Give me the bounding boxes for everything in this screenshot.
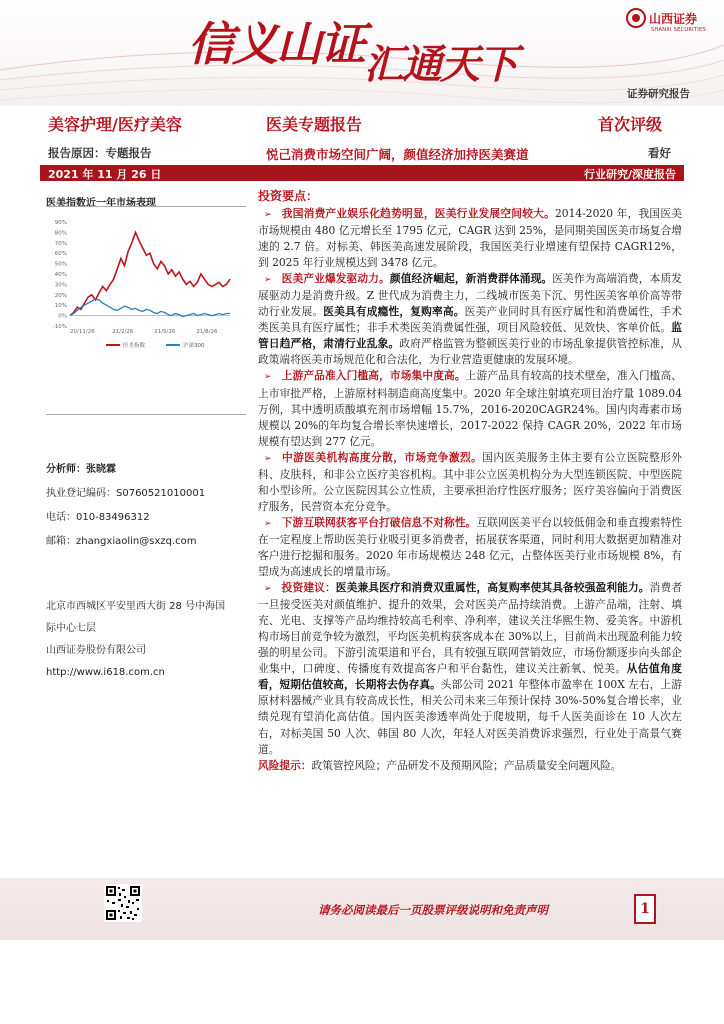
arrow-bullet-icon: ➢: [264, 453, 272, 464]
point-lead: 我国消费产业娱乐化趋势明显，医美行业发展空间较大。: [281, 207, 555, 220]
email-value[interactable]: zhangxiaolin@sxzq.com: [76, 536, 197, 547]
rating-label: 首次评级: [598, 115, 663, 134]
qr-code-icon: [104, 884, 142, 922]
arrow-bullet-icon: ➢: [264, 372, 272, 383]
company-logo: [626, 8, 697, 28]
point-text: 消费者一旦接受医美对颜值维护、提升的效果，会对医美产品持续消费。上游产品端，注射、填充、光电、支撑等产品均维持较高毛利率、净利率，建议关注华熙生物、爱美客。中游机构市场目前竞争较为激烈，平均医美机构获客成本在 30%以上，目前尚未出现盈利能力较强的明星公司。下游引流渠道和平台，具有较强互联网营销效应，市场份额逐步向头部企业集中，口碑度、传播度有效提高客户和平台黏性，建议关注新氧、悦美。: [258, 581, 682, 676]
index-performance-chart: [46, 210, 246, 360]
report-date: 2021 年 11 月 26 日: [48, 168, 162, 181]
risk-label: 风险提示：: [258, 758, 312, 772]
address-line-1: 北京市西城区平安里西大街 28 号中海国: [46, 601, 226, 612]
point-text: 2014-2020 年，我国医美市场规模由 480 亿元增长至 1795 亿元，CAGR 达到 25%，是同期美国医美市场复合增速的 2.7 倍。对标美、韩医美高速发展阶段，我国医美行业增速有望保持 CAGR12%，到 2025 年行业规模达到 3478 亿元。: [258, 207, 682, 270]
company-website-link[interactable]: http://www.i618.com.cn: [46, 667, 165, 678]
logo-mark-icon: [626, 8, 646, 28]
report-reason: 报告原因：专题报告: [48, 146, 152, 160]
arrow-bullet-icon: ➢: [264, 584, 272, 595]
title-row: [0, 112, 724, 138]
point-text: 国内医美服务主体主要有公立医院整形外科、皮肤科，和非公立医疗美容机构。其中非公立医美机构分为大型连锁医院、中型医院和小型诊所。公立医院因其公立性质，主要承担治疗性医疗服务；医疗美容偏向于消费医疗服务，民营资本充分竞争。: [258, 450, 682, 513]
y-tick-label: 20%: [54, 292, 67, 299]
point-lead: 中游医美机构高度分散，市场竞争激烈。: [281, 450, 483, 464]
rating-view: 看好: [648, 146, 671, 160]
point-text: 医美产业同时具有医疗属性和消费属性，手术类医美具有医疗属性；非手术类医美消费属性强，项目风险较低、见效快、客单价低。: [258, 305, 682, 335]
investment-points: [258, 206, 682, 774]
point-lead: 下游互联网获客平台打破信息不对称性。: [281, 515, 477, 529]
y-tick-label: 70%: [54, 240, 67, 247]
series-line-0: [70, 232, 230, 315]
series-line-1: [70, 299, 230, 317]
point-text: 互联网医美平台以较低佣金和垂直搜索特性在一定程度上帮助医美行业吸引更多消费者，拓展获客渠道，同时利用大数据更加精准对客户进行挖掘和服务。2020 年市场规模达 248 亿元，占整体医美行业市场规模 8%，有望成为高速成长的增量市场。: [258, 515, 682, 579]
point-text: 政府严格监管为整顿医美行业的市场乱象提供管控标准，从政策端将医美市场规范化和合法化，为行业营造更健康的发展环境。: [258, 337, 682, 367]
point-lead: 投资建议：: [281, 581, 336, 595]
section-title: 投资要点：: [258, 189, 319, 203]
report-class: 行业研究/深度报告: [583, 168, 676, 181]
risk-paragraph: [258, 758, 682, 774]
point-paragraph: [258, 206, 682, 271]
point-lead: 医美产业爆发驱动力。: [281, 272, 390, 286]
y-tick-label: 10%: [54, 303, 67, 310]
legend-label: 医美指数: [123, 343, 146, 349]
y-tick-label: 90%: [54, 220, 67, 226]
point-paragraph: [258, 368, 682, 449]
chart-divider: [46, 206, 246, 207]
y-tick-label: 60%: [54, 251, 67, 258]
license-value: S0760521010001: [116, 488, 206, 499]
analyst-label: 分析师：: [46, 464, 86, 475]
y-tick-label: 30%: [54, 282, 67, 289]
y-tick-label: -10%: [52, 324, 67, 330]
arrow-bullet-icon: ➢: [264, 518, 272, 529]
report-type: 医美专题报告: [266, 115, 363, 134]
license-label: 执业登记编码：: [46, 488, 116, 499]
point-bold: 从估值角度看，短期估值较高，长期将去伪存真。: [258, 662, 682, 692]
industry-category: 美容护理/医疗美容: [48, 115, 182, 134]
point-paragraph: [258, 580, 682, 758]
slogan-part-2: 汇通天下: [364, 41, 516, 88]
point-bold: 医美具有成瘾性，复购率高。: [323, 305, 465, 319]
x-tick-label: 21/8/26: [196, 329, 218, 335]
logo-english: SHANXI SECURITIES: [651, 27, 706, 33]
y-tick-label: 40%: [54, 272, 67, 278]
research-tag: 证券研究报告: [627, 88, 690, 100]
risk-text: 政策管控风险；产品研发不及预期风险；产品质量安全问题风险。: [311, 758, 622, 772]
email-label: 邮箱：: [46, 536, 76, 547]
analyst-info: [46, 458, 205, 554]
company-name: 山西证券股份有限公司: [46, 645, 146, 656]
x-tick-label: 21/5/26: [154, 329, 176, 335]
chart-divider-bottom: [46, 414, 246, 415]
arrow-bullet-icon: ➢: [264, 210, 272, 220]
analyst-name: 张晓霖: [86, 464, 116, 475]
email-row: [46, 530, 205, 554]
arrow-bullet-icon: ➢: [264, 275, 272, 286]
point-bold: 医美兼具医疗和消费双重属性，高复购率使其具备较强盈利能力。: [335, 581, 650, 595]
phone-value: 010-83496312: [76, 512, 150, 523]
point-lead: 上游产品准入门槛高，市场集中度高。: [281, 369, 466, 383]
y-tick-label: 50%: [54, 261, 67, 268]
point-paragraph: [258, 271, 682, 368]
phone-row: [46, 506, 205, 530]
point-bold: 监管日趋严格，肃清行业乱象。: [258, 321, 682, 351]
x-tick-label: 20/11/26: [70, 329, 95, 335]
logo-name: 山西证券: [649, 11, 698, 26]
chart-svg: [46, 210, 246, 360]
disclaimer-notice: 请务必阅读最后一页股票评级说明和免责声明: [318, 903, 548, 917]
phone-label: 电话：: [46, 512, 76, 523]
chart-title: 医美指数近一年市场表现: [46, 198, 156, 209]
slogan-part-1: 信义山证: [188, 17, 364, 71]
page-header: [0, 0, 724, 106]
legend-label: 沪深300: [183, 343, 205, 349]
slogan-calligraphy: [188, 8, 516, 88]
point-text: 上游产品具有较高的技术壁垒，准入门槛高、上市审批严格，上游原材料制造商高度集中。2020 年全球注射填充项目治疗量 1089.04 万例，其中透明质酸填充剂市场增幅 15.7%，2016-2020CAGR24%。国内肉毒素市场规模以 20%的年均复合增长率快速增长，2017-2022 保持 CAGR 20%，2022 年市场规模有望达到 277 亿元。: [258, 369, 682, 448]
point-paragraph: [258, 515, 682, 580]
x-tick-label: 21/2/26: [112, 329, 134, 335]
report-headline: 悦己消费市场空间广阔，颜值经济加持医美赛道: [266, 147, 529, 162]
subtitle-row: [0, 145, 724, 163]
point-text: 头部公司 2021 年整体市盈率在 100X 左右，上游原材料器械产业具有较高成长性，相关公司未来三年预计保持 30%-50%复合增长率，业绩兑现有望消化高估值。国内医美渗透率尚处于爬坡期，每千人医美面诊在 10 人次左右，对标美国 50 人次、韩国 80 人次，年轻人对医美消费诉求强烈，行业处于高景气赛道。: [258, 678, 682, 756]
date-bar: [40, 165, 684, 181]
analyst-row: [46, 458, 205, 482]
y-tick-label: 0%: [58, 313, 67, 320]
license-row: [46, 482, 205, 506]
company-address: [46, 596, 225, 684]
point-bold: 颜值经济崛起，新消费群体涌现。: [389, 272, 553, 286]
point-text: 医美作为高端消费，本质发展驱动力是消费升级。Z 世代成为消费主力，二线城市医美下沉、男性医美客单价高等带动行业发展。: [258, 272, 682, 319]
point-paragraph: [258, 450, 682, 515]
page-number: 1: [634, 894, 656, 924]
y-tick-label: 80%: [54, 230, 67, 237]
address-line-2: 际中心七层: [46, 623, 96, 634]
